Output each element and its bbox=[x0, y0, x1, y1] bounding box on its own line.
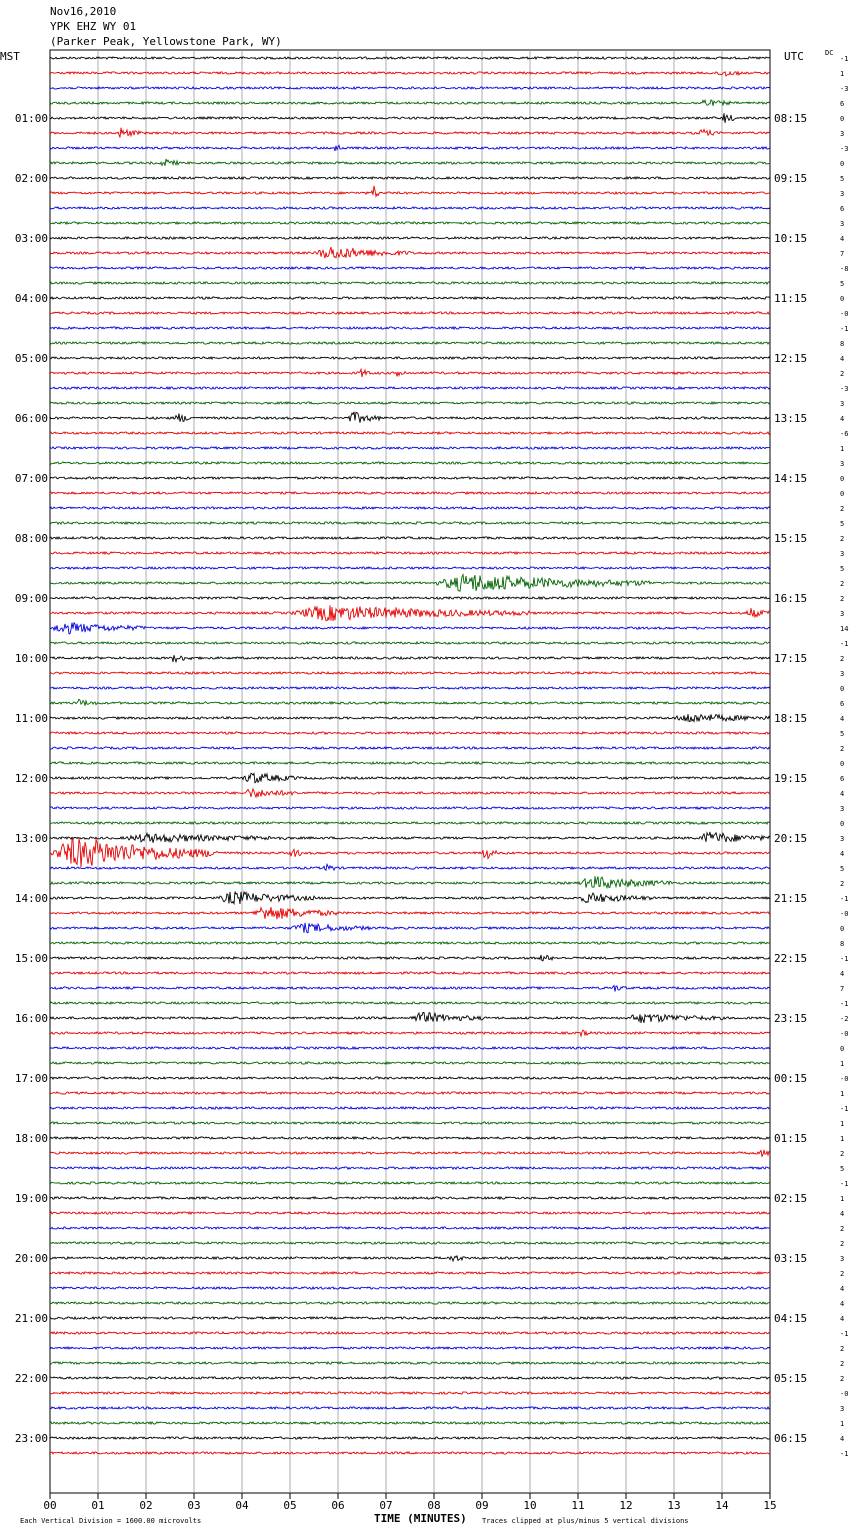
trace-line bbox=[50, 207, 770, 209]
x-tick-label: 06 bbox=[331, 1499, 345, 1512]
utc-hour-label: 18:15 bbox=[774, 712, 808, 725]
x-tick-label: 13 bbox=[667, 1499, 681, 1512]
trace-line bbox=[50, 1197, 770, 1199]
dc-offset-label: 2 bbox=[840, 1225, 845, 1233]
trace-line bbox=[50, 876, 770, 887]
trace-line bbox=[50, 955, 770, 961]
x-tick-label: 08 bbox=[427, 1499, 441, 1512]
trace-line bbox=[50, 1107, 770, 1109]
x-tick-label: 03 bbox=[187, 1499, 201, 1512]
trace-line bbox=[50, 57, 770, 59]
dc-offset-label: -0 bbox=[840, 1075, 849, 1083]
dc-offset-label: 0 bbox=[840, 1045, 845, 1053]
dc-offset-label: -3 bbox=[840, 385, 849, 393]
trace-line bbox=[50, 1092, 770, 1094]
dc-offset-label: -0 bbox=[840, 1030, 849, 1038]
trace-line bbox=[50, 186, 770, 197]
dc-offset-label: 1 bbox=[840, 1090, 845, 1098]
trace-line bbox=[50, 575, 770, 592]
x-tick-label: 05 bbox=[283, 1499, 297, 1512]
trace-line bbox=[50, 1227, 770, 1229]
dc-offset-label: 5 bbox=[840, 730, 845, 738]
dc-offset-label: -3 bbox=[840, 145, 849, 153]
dc-offset-label: 2 bbox=[840, 535, 845, 543]
trace-line bbox=[50, 597, 770, 599]
dc-offset-label: 1 bbox=[840, 1135, 845, 1143]
trace-line bbox=[50, 832, 770, 843]
dc-offset-label: -1 bbox=[840, 1180, 849, 1188]
trace-line bbox=[50, 972, 770, 974]
dc-offset-label: 2 bbox=[840, 1240, 845, 1248]
trace-line bbox=[50, 113, 770, 123]
dc-offset-label: 7 bbox=[840, 985, 845, 993]
dc-offset-label: 2 bbox=[840, 1345, 845, 1353]
trace-line bbox=[50, 1167, 770, 1169]
dc-offset-label: 0 bbox=[840, 160, 845, 168]
dc-offset-label: 4 bbox=[840, 235, 845, 243]
trace-line bbox=[50, 222, 770, 224]
trace-line bbox=[50, 1287, 770, 1289]
utc-hour-label: 13:15 bbox=[774, 412, 808, 425]
trace-line bbox=[50, 655, 770, 662]
dc-offset-label: 2 bbox=[840, 880, 845, 888]
trace-line bbox=[50, 1272, 770, 1274]
trace-line bbox=[50, 100, 770, 106]
utc-hour-label: 06:15 bbox=[774, 1432, 808, 1445]
mst-hour-label: 17:00 bbox=[14, 1072, 48, 1085]
dc-offset-label: 6 bbox=[840, 775, 845, 783]
label-layer bbox=[15, 55, 849, 1512]
dc-offset-label: 3 bbox=[840, 835, 845, 843]
trace-line bbox=[50, 342, 770, 344]
dc-offset-label: 3 bbox=[840, 190, 845, 198]
x-tick-label: 00 bbox=[43, 1499, 57, 1512]
dc-offset-label: 8 bbox=[840, 340, 845, 348]
right-timezone-label: UTC bbox=[784, 50, 804, 63]
trace-line bbox=[50, 128, 770, 138]
x-tick-label: 12 bbox=[619, 1499, 633, 1512]
mst-hour-label: 14:00 bbox=[14, 892, 48, 905]
mst-hour-label: 15:00 bbox=[14, 952, 48, 965]
dc-offset-label: 5 bbox=[840, 565, 845, 573]
trace-line bbox=[50, 1212, 770, 1214]
dc-offset-label: 6 bbox=[840, 205, 845, 213]
trace-line bbox=[50, 1062, 770, 1064]
trace-line bbox=[50, 462, 770, 464]
utc-hour-label: 15:15 bbox=[774, 532, 808, 545]
trace-line bbox=[50, 1242, 770, 1244]
trace-line bbox=[50, 822, 770, 824]
mst-hour-label: 11:00 bbox=[14, 712, 48, 725]
dc-offset-label: -0 bbox=[840, 910, 849, 918]
trace-line bbox=[50, 1256, 770, 1261]
dc-offset-label: 0 bbox=[840, 295, 845, 303]
dc-offset-label: 0 bbox=[840, 490, 845, 498]
mst-hour-label: 05:00 bbox=[14, 352, 48, 365]
dc-offset-label: 2 bbox=[840, 1375, 845, 1383]
utc-hour-label: 03:15 bbox=[774, 1252, 808, 1265]
trace-line bbox=[50, 923, 770, 933]
trace-line bbox=[50, 1392, 770, 1394]
dc-offset-label: 4 bbox=[840, 790, 845, 798]
mst-hour-label: 02:00 bbox=[14, 172, 48, 185]
trace-line bbox=[50, 492, 770, 494]
utc-hour-label: 02:15 bbox=[774, 1192, 808, 1205]
utc-hour-label: 21:15 bbox=[774, 892, 808, 905]
mst-hour-label: 08:00 bbox=[14, 532, 48, 545]
station-label: YPK EHZ WY 01 bbox=[50, 20, 137, 33]
utc-hour-label: 09:15 bbox=[774, 172, 808, 185]
dc-offset-label: 1 bbox=[840, 1420, 845, 1428]
trace-line bbox=[50, 552, 770, 554]
trace-line bbox=[50, 177, 770, 179]
trace-line bbox=[50, 642, 770, 644]
location-label: (Parker Peak, Yellowstone Park, WY) bbox=[50, 35, 282, 48]
trace-line bbox=[50, 1347, 770, 1349]
dc-offset-label: 2 bbox=[840, 655, 845, 663]
dc-offset-label: 5 bbox=[840, 175, 845, 183]
trace-line bbox=[50, 672, 770, 674]
dc-offset-label: 4 bbox=[840, 1315, 845, 1323]
x-tick-label: 15 bbox=[763, 1499, 777, 1512]
dc-offset-label: 4 bbox=[840, 355, 845, 363]
dc-offset-label: -1 bbox=[840, 640, 849, 648]
dc-offset-label: -1 bbox=[840, 1105, 849, 1113]
mst-hour-label: 23:00 bbox=[14, 1432, 48, 1445]
trace-line bbox=[50, 839, 770, 867]
utc-hour-label: 17:15 bbox=[774, 652, 808, 665]
trace-line bbox=[50, 1407, 770, 1409]
dc-offset-label: 0 bbox=[840, 685, 845, 693]
mst-hour-label: 04:00 bbox=[14, 292, 48, 305]
trace-line bbox=[50, 1030, 770, 1036]
utc-hour-label: 01:15 bbox=[774, 1132, 808, 1145]
trace-line bbox=[50, 522, 770, 524]
x-axis-title: TIME (MINUTES) bbox=[374, 1512, 467, 1525]
trace-line bbox=[50, 237, 770, 239]
dc-label: DC bbox=[825, 49, 834, 57]
dc-offset-label: 2 bbox=[840, 1150, 845, 1158]
dc-offset-label: 5 bbox=[840, 1165, 845, 1173]
x-tick-label: 07 bbox=[379, 1499, 393, 1512]
date-label: Nov16,2010 bbox=[50, 5, 117, 18]
mst-hour-label: 22:00 bbox=[14, 1372, 48, 1385]
mst-hour-label: 01:00 bbox=[14, 112, 48, 125]
dc-offset-label: 3 bbox=[840, 400, 845, 408]
dc-offset-label: -1 bbox=[840, 895, 849, 903]
x-tick-label: 01 bbox=[91, 1499, 105, 1512]
mst-hour-label: 07:00 bbox=[14, 472, 48, 485]
dc-offset-label: 4 bbox=[840, 1210, 845, 1218]
trace-line bbox=[50, 1452, 770, 1454]
dc-offset-label: 0 bbox=[840, 475, 845, 483]
dc-offset-label: 1 bbox=[840, 70, 845, 78]
x-tick-label: 11 bbox=[571, 1499, 585, 1512]
dc-offset-label: 3 bbox=[840, 670, 845, 678]
trace-line bbox=[50, 986, 770, 992]
trace-line bbox=[50, 732, 770, 734]
mst-hour-label: 06:00 bbox=[14, 412, 48, 425]
utc-hour-label: 00:15 bbox=[774, 1072, 808, 1085]
utc-hour-label: 10:15 bbox=[774, 232, 808, 245]
trace-line bbox=[50, 537, 770, 539]
dc-offset-label: 7 bbox=[840, 250, 845, 258]
mst-hour-label: 18:00 bbox=[14, 1132, 48, 1145]
trace-line bbox=[50, 1013, 770, 1023]
dc-offset-label: 0 bbox=[840, 820, 845, 828]
trace-line bbox=[50, 714, 770, 721]
trace-line bbox=[50, 159, 770, 166]
dc-offset-label: 3 bbox=[840, 460, 845, 468]
trace-line bbox=[50, 1422, 770, 1424]
trace-line bbox=[50, 1077, 770, 1079]
dc-offset-label: 2 bbox=[840, 1270, 845, 1278]
dc-offset-label: 1 bbox=[840, 445, 845, 453]
clip-note: Traces clipped at plus/minus 5 vertical divisions bbox=[482, 1517, 689, 1525]
dc-offset-label: -1 bbox=[840, 325, 849, 333]
dc-offset-label: 3 bbox=[840, 1255, 845, 1263]
trace-line bbox=[50, 402, 770, 404]
trace-line bbox=[50, 942, 770, 944]
dc-offset-label: 1 bbox=[840, 1060, 845, 1068]
dc-offset-label: 5 bbox=[840, 280, 845, 288]
dc-offset-label: -1 bbox=[840, 955, 849, 963]
trace-line bbox=[50, 907, 770, 919]
dc-offset-label: -2 bbox=[840, 1015, 849, 1023]
trace-line bbox=[50, 447, 770, 449]
x-tick-label: 04 bbox=[235, 1499, 249, 1512]
trace-line bbox=[50, 1317, 770, 1319]
dc-offset-label: -3 bbox=[840, 85, 849, 93]
trace-line bbox=[50, 807, 770, 809]
trace-line bbox=[50, 282, 770, 284]
dc-offset-label: 5 bbox=[840, 865, 845, 873]
dc-offset-label: -0 bbox=[840, 310, 849, 318]
utc-hour-label: 23:15 bbox=[774, 1012, 808, 1025]
dc-offset-label: 1 bbox=[840, 1120, 845, 1128]
trace-line bbox=[50, 773, 770, 782]
trace-line bbox=[50, 357, 770, 359]
trace-line bbox=[50, 699, 770, 705]
dc-offset-label: 1 bbox=[840, 1195, 845, 1203]
trace-line bbox=[50, 623, 770, 634]
dc-offset-label: 4 bbox=[840, 850, 845, 858]
trace-line bbox=[50, 1137, 770, 1139]
utc-hour-label: 20:15 bbox=[774, 832, 808, 845]
dc-offset-label: 2 bbox=[840, 595, 845, 603]
dc-offset-label: 3 bbox=[840, 550, 845, 558]
trace-line bbox=[50, 605, 770, 621]
utc-hour-label: 04:15 bbox=[774, 1312, 808, 1325]
dc-offset-label: 0 bbox=[840, 760, 845, 768]
trace-line bbox=[50, 267, 770, 269]
utc-hour-label: 11:15 bbox=[774, 292, 808, 305]
dc-offset-label: 4 bbox=[840, 1285, 845, 1293]
scale-note: Each Vertical Division = 1600.00 microvolts bbox=[20, 1517, 202, 1525]
dc-offset-label: 0 bbox=[840, 115, 845, 123]
trace-line bbox=[50, 312, 770, 314]
dc-offset-label: -1 bbox=[840, 1000, 849, 1008]
trace-line bbox=[50, 1362, 770, 1364]
utc-hour-label: 12:15 bbox=[774, 352, 808, 365]
trace-line bbox=[50, 432, 770, 434]
trace-line bbox=[50, 864, 770, 870]
x-tick-label: 14 bbox=[715, 1499, 729, 1512]
trace-line bbox=[50, 327, 770, 329]
dc-offset-label: -6 bbox=[840, 430, 849, 438]
utc-hour-label: 05:15 bbox=[774, 1372, 808, 1385]
trace-line bbox=[50, 789, 770, 797]
dc-offset-label: 5 bbox=[840, 520, 845, 528]
mst-hour-label: 09:00 bbox=[14, 592, 48, 605]
trace-line bbox=[50, 1332, 770, 1334]
dc-offset-label: -1 bbox=[840, 1330, 849, 1338]
trace-layer bbox=[50, 57, 770, 1454]
trace-line bbox=[50, 369, 770, 377]
plot-frame bbox=[50, 50, 770, 1493]
trace-line bbox=[50, 1002, 770, 1004]
dc-offset-label: 2 bbox=[840, 1360, 845, 1368]
trace-line bbox=[50, 762, 770, 764]
trace-line bbox=[50, 1302, 770, 1304]
trace-line bbox=[50, 247, 770, 258]
dc-offset-label: 3 bbox=[840, 1405, 845, 1413]
dc-offset-label: 2 bbox=[840, 505, 845, 513]
trace-line bbox=[50, 567, 770, 569]
dc-offset-label: 6 bbox=[840, 700, 845, 708]
dc-offset-label: 6 bbox=[840, 100, 845, 108]
dc-offset-label: 2 bbox=[840, 580, 845, 588]
trace-line bbox=[50, 1150, 770, 1156]
dc-offset-label: 3 bbox=[840, 130, 845, 138]
dc-offset-label: 4 bbox=[840, 1435, 845, 1443]
trace-line bbox=[50, 387, 770, 389]
mst-hour-label: 16:00 bbox=[14, 1012, 48, 1025]
dc-offset-label: 3 bbox=[840, 805, 845, 813]
trace-line bbox=[50, 1377, 770, 1379]
mst-hour-label: 13:00 bbox=[14, 832, 48, 845]
mst-hour-label: 10:00 bbox=[14, 652, 48, 665]
dc-offset-label: -1 bbox=[840, 55, 849, 63]
trace-line bbox=[50, 297, 770, 299]
trace-line bbox=[50, 1122, 770, 1124]
x-tick-label: 10 bbox=[523, 1499, 537, 1512]
utc-hour-label: 22:15 bbox=[774, 952, 808, 965]
dc-offset-label: 14 bbox=[840, 625, 849, 633]
dc-offset-label: 2 bbox=[840, 370, 845, 378]
dc-offset-label: 4 bbox=[840, 715, 845, 723]
dc-offset-label: 8 bbox=[840, 940, 845, 948]
trace-line bbox=[50, 1437, 770, 1439]
dc-offset-label: 3 bbox=[840, 220, 845, 228]
trace-line bbox=[50, 87, 770, 89]
x-tick-label: 09 bbox=[475, 1499, 489, 1512]
mst-hour-label: 12:00 bbox=[14, 772, 48, 785]
dc-offset-label: 4 bbox=[840, 1300, 845, 1308]
trace-line bbox=[50, 412, 770, 423]
left-timezone-label: MST bbox=[0, 50, 20, 63]
dc-offset-label: -1 bbox=[840, 1450, 849, 1458]
dc-offset-label: 0 bbox=[840, 925, 845, 933]
utc-hour-label: 14:15 bbox=[774, 472, 808, 485]
dc-offset-label: 3 bbox=[840, 610, 845, 618]
dc-offset-label: 4 bbox=[840, 415, 845, 423]
mst-hour-label: 03:00 bbox=[14, 232, 48, 245]
dc-offset-label: 2 bbox=[840, 745, 845, 753]
utc-hour-label: 19:15 bbox=[774, 772, 808, 785]
trace-line bbox=[50, 892, 770, 904]
dc-offset-label: 4 bbox=[840, 970, 845, 978]
trace-line bbox=[50, 687, 770, 689]
mst-hour-label: 19:00 bbox=[14, 1192, 48, 1205]
trace-line bbox=[50, 477, 770, 479]
utc-hour-label: 16:15 bbox=[774, 592, 808, 605]
mst-hour-label: 20:00 bbox=[14, 1252, 48, 1265]
utc-hour-label: 08:15 bbox=[774, 112, 808, 125]
mst-hour-label: 21:00 bbox=[14, 1312, 48, 1325]
dc-offset-label: -0 bbox=[840, 1390, 849, 1398]
trace-line bbox=[50, 72, 770, 76]
trace-line bbox=[50, 146, 770, 151]
trace-line bbox=[50, 507, 770, 509]
trace-line bbox=[50, 747, 770, 749]
x-tick-label: 02 bbox=[139, 1499, 153, 1512]
dc-offset-label: -8 bbox=[840, 265, 849, 273]
trace-line bbox=[50, 1182, 770, 1184]
trace-line bbox=[50, 1047, 770, 1049]
